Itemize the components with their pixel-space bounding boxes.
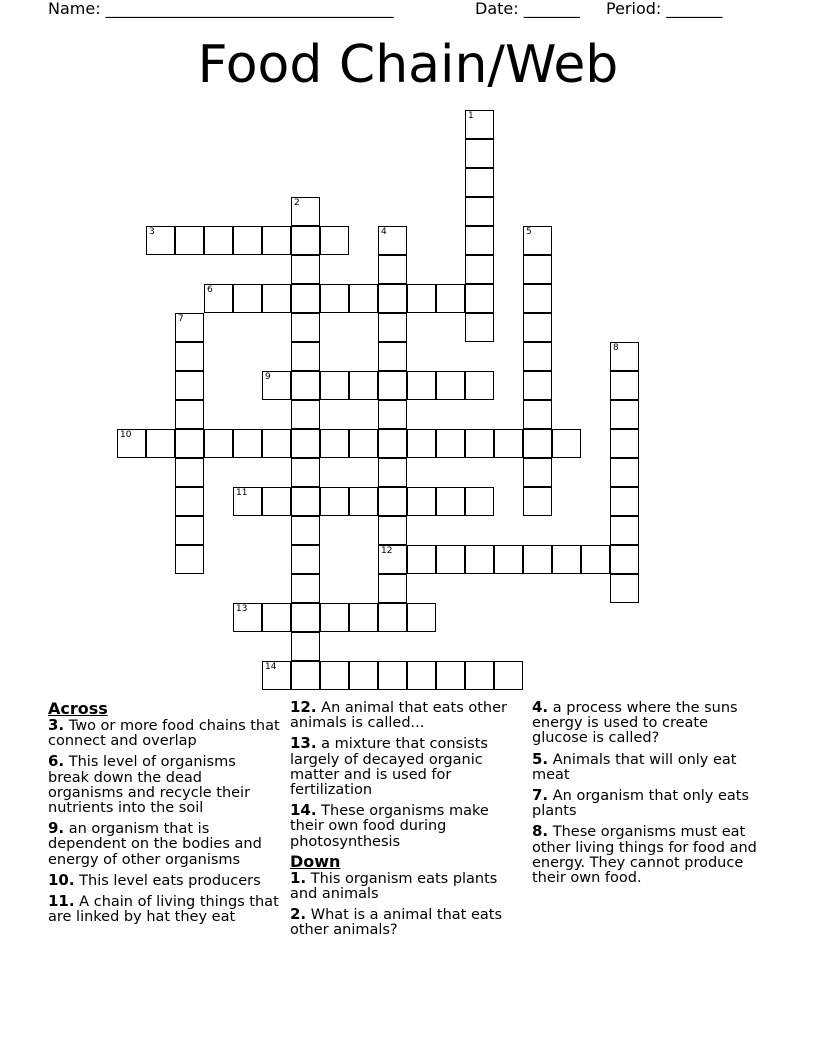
- grid-cell[interactable]: [610, 342, 639, 371]
- grid-cell[interactable]: [233, 429, 262, 458]
- grid-cell[interactable]: [175, 545, 204, 574]
- clue-text: a mixture that consists largely of decayed organic matter and is used for fertilization: [290, 736, 488, 799]
- clue-number: 11.: [48, 892, 75, 911]
- grid-cell[interactable]: [291, 487, 320, 516]
- clue-number: 7: [178, 314, 184, 324]
- clue-text: a process where the suns energy is used to create glucose is called?: [532, 700, 738, 747]
- grid-cell[interactable]: [378, 371, 407, 400]
- grid-cell[interactable]: [494, 545, 523, 574]
- grid-cell[interactable]: [378, 284, 407, 313]
- grid-cell[interactable]: [378, 400, 407, 429]
- grid-cell[interactable]: [407, 284, 436, 313]
- grid-cell[interactable]: [175, 429, 204, 458]
- clue: [532, 788, 764, 819]
- grid-cell[interactable]: [378, 255, 407, 284]
- grid-cell[interactable]: [262, 603, 291, 632]
- grid-cell[interactable]: [349, 603, 378, 632]
- period-field[interactable]: Period: _______: [606, 0, 723, 18]
- clue-number: 6: [207, 285, 213, 295]
- grid-cell[interactable]: [465, 487, 494, 516]
- grid-cell[interactable]: [291, 284, 320, 313]
- grid-cell[interactable]: [320, 226, 349, 255]
- grid-cell[interactable]: [465, 545, 494, 574]
- grid-cell[interactable]: [523, 545, 552, 574]
- grid-cell[interactable]: [320, 371, 349, 400]
- down-clue-list: [532, 700, 764, 886]
- clue-number: 3.: [48, 716, 65, 734]
- clue-number: 2: [294, 198, 300, 208]
- grid-cell[interactable]: [233, 226, 262, 255]
- grid-cell[interactable]: [523, 371, 552, 400]
- grid-cell[interactable]: [436, 487, 465, 516]
- across-heading: Across: [48, 699, 108, 718]
- grid-cell[interactable]: [349, 371, 378, 400]
- grid-cell[interactable]: [291, 429, 320, 458]
- clue: [290, 700, 522, 731]
- grid-cell[interactable]: [175, 516, 204, 545]
- clue-text: A chain of living things that are linked by hat they eat: [48, 894, 279, 926]
- clue-number: 4: [381, 227, 387, 237]
- grid-cell[interactable]: [407, 545, 436, 574]
- grid-cell[interactable]: [320, 661, 349, 690]
- grid-cell[interactable]: [523, 400, 552, 429]
- grid-cell[interactable]: [378, 545, 407, 574]
- grid-cell[interactable]: [262, 226, 291, 255]
- clue: [290, 803, 522, 850]
- grid-cell[interactable]: [523, 458, 552, 487]
- grid-cell[interactable]: [291, 661, 320, 690]
- grid-cell[interactable]: [523, 284, 552, 313]
- clue-number: 8.: [532, 822, 549, 841]
- grid-cell[interactable]: [523, 255, 552, 284]
- grid-cell[interactable]: [581, 545, 610, 574]
- clue-number: 8: [613, 343, 619, 353]
- grid-cell[interactable]: [465, 139, 494, 168]
- grid-cell[interactable]: [349, 487, 378, 516]
- grid-cell[interactable]: [378, 516, 407, 545]
- grid-cell[interactable]: [610, 545, 639, 574]
- grid-cell[interactable]: [175, 458, 204, 487]
- grid-cell[interactable]: [291, 632, 320, 661]
- clue-number: 10.: [48, 870, 75, 889]
- grid-cell[interactable]: [465, 284, 494, 313]
- clue-number: 5.: [532, 749, 549, 768]
- grid-cell[interactable]: [610, 487, 639, 516]
- clue: [532, 749, 764, 783]
- clue: [48, 754, 280, 816]
- grid-cell[interactable]: [175, 400, 204, 429]
- clue-text: This organism eats plants and animals: [290, 870, 498, 903]
- clue: [290, 736, 522, 798]
- clue-text: Two or more food chains that connect and overlap: [48, 718, 280, 750]
- grid-cell[interactable]: [436, 429, 465, 458]
- grid-cell[interactable]: [407, 429, 436, 458]
- clue: [290, 868, 522, 903]
- clue: [532, 824, 764, 886]
- grid-cell[interactable]: [523, 313, 552, 342]
- grid-cell[interactable]: [146, 429, 175, 458]
- across-clue-list: [48, 718, 280, 925]
- clue-number: 2.: [290, 905, 307, 924]
- grid-cell[interactable]: [262, 429, 291, 458]
- clues-column-3: [532, 700, 764, 891]
- clue-number: 9: [265, 372, 271, 382]
- clue-number: 4.: [532, 698, 549, 716]
- grid-cell[interactable]: [291, 342, 320, 371]
- grid-cell[interactable]: [523, 342, 552, 371]
- grid-cell[interactable]: [378, 574, 407, 603]
- grid-cell[interactable]: [349, 284, 378, 313]
- clue-number: 10: [120, 430, 132, 440]
- clue: [290, 907, 522, 938]
- clue-number: 14.: [290, 801, 317, 820]
- grid-cell[interactable]: [349, 429, 378, 458]
- grid-cell[interactable]: [204, 284, 233, 313]
- clue-text: This level eats producers: [74, 872, 261, 889]
- clue-number: 9.: [48, 819, 65, 838]
- grid-cell[interactable]: [320, 603, 349, 632]
- grid-cell[interactable]: [378, 603, 407, 632]
- clue-number: 6.: [48, 752, 65, 771]
- clue-number: 13: [236, 604, 248, 614]
- clue: [48, 870, 280, 889]
- grid-cell[interactable]: [465, 661, 494, 690]
- grid-cell[interactable]: [378, 313, 407, 342]
- grid-cell[interactable]: [378, 342, 407, 371]
- grid-cell[interactable]: [204, 226, 233, 255]
- grid-cell[interactable]: [320, 429, 349, 458]
- grid-cell[interactable]: [494, 661, 523, 690]
- grid-cell[interactable]: [175, 371, 204, 400]
- grid-cell[interactable]: [291, 574, 320, 603]
- grid-cell[interactable]: [523, 487, 552, 516]
- clue-number: 14: [265, 662, 277, 672]
- grid-cell[interactable]: [175, 313, 204, 342]
- clue-number: 1.: [290, 868, 307, 887]
- clue: [48, 821, 280, 868]
- grid-cell[interactable]: [349, 661, 378, 690]
- grid-cell[interactable]: [465, 197, 494, 226]
- grid-cell[interactable]: [610, 516, 639, 545]
- grid-cell[interactable]: [291, 545, 320, 574]
- grid-cell[interactable]: [407, 371, 436, 400]
- grid-cell[interactable]: [378, 661, 407, 690]
- grid-cell[interactable]: [291, 226, 320, 255]
- grid-cell[interactable]: [436, 371, 465, 400]
- grid-cell[interactable]: [291, 603, 320, 632]
- grid-cell[interactable]: [262, 371, 291, 400]
- grid-cell[interactable]: [378, 487, 407, 516]
- clue-number: 5: [526, 227, 532, 237]
- grid-cell[interactable]: [233, 487, 262, 516]
- grid-cell[interactable]: [146, 226, 175, 255]
- grid-cell[interactable]: [262, 487, 291, 516]
- date-field[interactable]: Date: _______: [475, 0, 580, 18]
- grid-cell[interactable]: [291, 458, 320, 487]
- grid-cell[interactable]: [407, 661, 436, 690]
- clue-number: 11: [236, 488, 248, 498]
- clue-number: 7.: [532, 786, 549, 805]
- clue-text: An animal that eats other animals is called...: [290, 700, 507, 732]
- grid-cell[interactable]: [436, 284, 465, 313]
- grid-cell[interactable]: [465, 226, 494, 255]
- grid-cell[interactable]: [407, 487, 436, 516]
- page-title: Food Chain/Web: [197, 35, 619, 95]
- clues-column-2: [290, 700, 522, 944]
- grid-cell[interactable]: [465, 371, 494, 400]
- grid-cell[interactable]: [291, 255, 320, 284]
- grid-cell[interactable]: [233, 603, 262, 632]
- grid-cell[interactable]: [291, 197, 320, 226]
- across-clue-list: [290, 700, 522, 850]
- grid-cell[interactable]: [465, 168, 494, 197]
- clue-number: 13.: [290, 734, 317, 753]
- grid-cell[interactable]: [610, 458, 639, 487]
- grid-cell[interactable]: [378, 226, 407, 255]
- grid-cell[interactable]: [523, 226, 552, 255]
- grid-cell[interactable]: [465, 255, 494, 284]
- grid-cell[interactable]: [175, 342, 204, 371]
- grid-cell[interactable]: [610, 574, 639, 603]
- grid-cell[interactable]: [291, 313, 320, 342]
- clue: [532, 700, 764, 747]
- grid-cell[interactable]: [320, 487, 349, 516]
- grid-cell[interactable]: [552, 429, 581, 458]
- clue-text: This level of organisms break down the dead organisms and recycle their nutrients into the soil: [48, 754, 251, 817]
- down-heading: Down: [290, 851, 341, 871]
- grid-cell[interactable]: [494, 429, 523, 458]
- grid-cell[interactable]: [610, 429, 639, 458]
- grid-cell[interactable]: [291, 516, 320, 545]
- grid-cell[interactable]: [465, 110, 494, 139]
- grid-cell[interactable]: [262, 284, 291, 313]
- clues-column-1: [48, 700, 280, 930]
- grid-cell[interactable]: [523, 429, 552, 458]
- clue-number: 12.: [290, 698, 317, 716]
- grid-cell[interactable]: [320, 284, 349, 313]
- grid-cell[interactable]: [117, 429, 146, 458]
- grid-cell[interactable]: [291, 400, 320, 429]
- grid-cell[interactable]: [407, 603, 436, 632]
- down-clue-list: [290, 868, 522, 939]
- grid-cell[interactable]: [465, 313, 494, 342]
- clue-text: These organisms make their own food during photosynthesis: [290, 803, 489, 850]
- grid-cell[interactable]: [552, 545, 581, 574]
- grid-cell[interactable]: [436, 545, 465, 574]
- clue-text: An organism that only eats plants: [532, 788, 750, 820]
- clue: [48, 718, 280, 749]
- grid-cell[interactable]: [262, 661, 291, 690]
- grid-cell[interactable]: [436, 661, 465, 690]
- grid-cell[interactable]: [610, 400, 639, 429]
- clue-text: These organisms must eat other living things for food and energy. They cannot produce their own food.: [532, 824, 757, 887]
- grid-cell[interactable]: [175, 487, 204, 516]
- grid-cell[interactable]: [204, 429, 233, 458]
- grid-cell[interactable]: [175, 226, 204, 255]
- clue-number: 1: [468, 111, 474, 121]
- clue-number: 12: [381, 546, 393, 556]
- clue: [48, 894, 280, 925]
- clue-number: 3: [149, 227, 155, 237]
- clue-text: an organism that is dependent on the bodies and energy of other organisms: [48, 821, 262, 868]
- grid-cell[interactable]: [465, 429, 494, 458]
- grid-cell[interactable]: [610, 371, 639, 400]
- grid-cell[interactable]: [378, 458, 407, 487]
- clue-text: What is a animal that eats other animals?: [290, 907, 502, 939]
- clue-text: Animals that will only eat meat: [532, 751, 737, 783]
- grid-cell[interactable]: [233, 284, 262, 313]
- name-field[interactable]: Name: ____________________________________: [48, 0, 394, 18]
- grid-cell[interactable]: [291, 371, 320, 400]
- grid-cell[interactable]: [378, 429, 407, 458]
